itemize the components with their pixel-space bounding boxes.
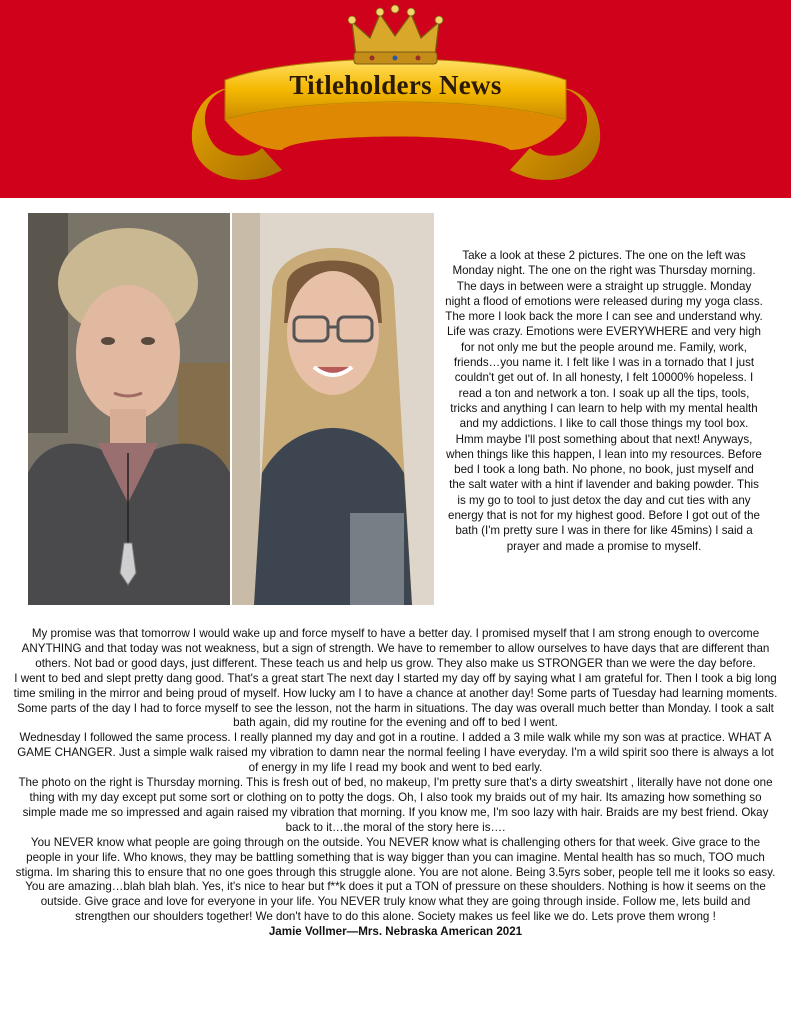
photo-monday-night — [28, 213, 230, 605]
paragraph-promise: My promise was that tomorrow I would wake up and force myself to have a better day. I promised myself that I am strong enough to overcome ANYTHING and that today was not weakness, but a sign of strength. We have to remember to allow ourselves to have days that are different than others. Not bad or good days, just different. These teach us and help us grow. They also make us STRONGER than we were the day before. — [21, 627, 770, 670]
author-signature: Jamie Vollmer—Mrs. Nebraska American 2021 — [268, 925, 523, 939]
crown-icon — [348, 5, 443, 64]
header-banner — [0, 0, 791, 198]
intro-paragraph: Take a look at these 2 pictures. The one on the left was Monday night. The one on the right was Thursday morning. The days in between were a straight up struggle. Monday night a flood of emotions were released during my yoga class. The more I look back the more I can see and understand why. Life was crazy. Emotions were EVERYWHERE and very high for not only me but the people around me. Family, work, friends…you name it. I felt like I was in a tornado that I just couldn't get out of. In all honesty, I felt 10000% hopeless. I read a ton and network a ton. I soak up all the tips, tools, tricks and anything I can learn to help with my mental health and my addictions. I like to call those things my tool box. Hmm maybe I'll post something about that next! Anyways, when things like this happen, I lean into my resources. Before bed I took a long bath. No phone, no book, just myself and the salt water with a hint if lavender and baking powder. This is my go to tool to just detox the day and cut ties with any energy that is not for my highest good. Before I got out of the bath (I'm pretty sure I was in there for like 45mins) I said a prayer and made a promise to myself. — [445, 249, 763, 553]
photo-pair — [28, 213, 434, 605]
photo-thursday-morning — [232, 213, 434, 605]
paragraph-moral: You NEVER know what people are going through on the outside. You NEVER know what is challenging others for that week. Give grace to the people in your life. Who knows, they may be battling something that is way bigger than you can imagine. Mental health has so much, TOO much stigma. Im sharing this to ensure that no one goes through this struggle alone. You are not alone. Being 3.5yrs sober, people tell me it looks so easy. You are amazing…blah blah blah. Yes, it's nice to hear but f**k does it put a TON of pressure on these shoulders. Nothing is how it seems on the outside. Give grace and love for everyone in your life. You NEVER truly know what they are going through inside. Follow me, lets build and strengthen our shoulders together! We don't have to do this alone. Society makes us feel like we do. Lets prove them wrong ! — [15, 835, 776, 924]
paragraph-thursday: The photo on the right is Thursday morning. This is fresh out of bed, no makeup, I'm pretty sure that's a dirty sweatshirt , literally have not done one thing with my day except put some sort or clothing on to potty the dogs. Oh, I also took my braids out of my hair. Its amazing how something so simple made me so impressed and again raised my vibration that morning. If you know me, I'm soo lazy with hair. Braids are my best friend. Okay back to it…the moral of the story here is…. — [18, 776, 773, 834]
article-body — [12, 627, 779, 940]
paragraph-tuesday: I went to bed and slept pretty dang good. That's a great start The next day I started my day off by saying what I am grateful for. Then I took a big long time smiling in the mirror and being proud of myself. How lucky am I to have a chance at another day! Some parts of Tuesday had learning moments. Some parts of the day I had to force myself to see the lesson, not the harm in situations. The day was overall much better than Monday. I took a salt bath again, did my routine for the evening and off to bed I went. — [13, 671, 778, 730]
newsletter-title: Titleholders News — [289, 70, 502, 100]
paragraph-wednesday: Wednesday I followed the same process. I really planned my day and got in a routine. I added a 3 mile walk while my son was at practice. WHAT A GAME CHANGER. Just a simple walk raised my vibration to damn near the normal feeling I have everyday. I'm a wild spirit soo there is always a lot of energy in my life I read my book and went to bed early. — [17, 731, 774, 775]
